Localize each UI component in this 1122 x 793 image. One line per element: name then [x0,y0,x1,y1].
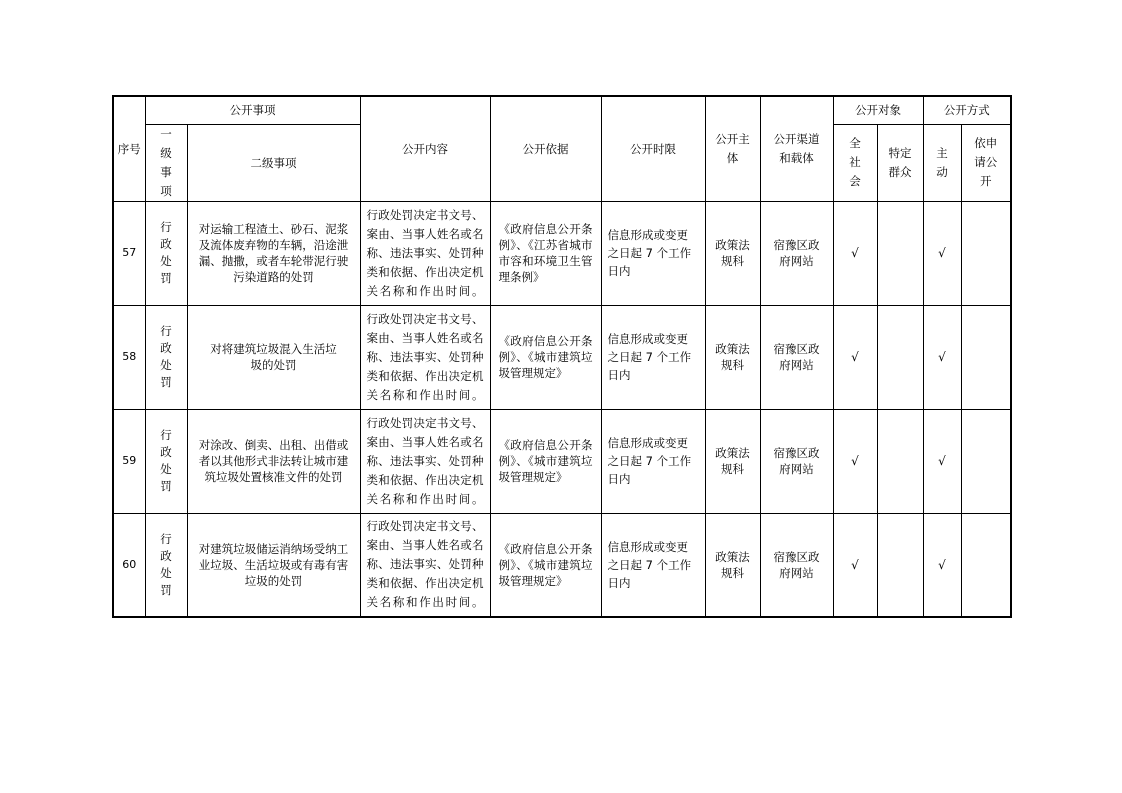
row-basis: 《政府信息公开条例》、《城市建筑垃圾管理规定》 [490,305,601,409]
header-target-specific: 特定群众 [877,124,923,201]
row-method-request [961,201,1011,305]
row-content: 行政处罚决定书文号、案由、当事人姓名或名称、违法事实、处罚种类和依据、作出决定机关名称和作出时间。 [360,513,490,617]
header-level2: 二级事项 [187,124,360,201]
row-subject: 政策法规科 [705,201,760,305]
table-row [113,305,1011,409]
row-target-all: √ [833,409,877,513]
row-method-active: √ [923,305,961,409]
header-items: 公开事项 [145,96,360,124]
row-channel: 宿豫区政府网站 [760,305,833,409]
header-basis: 公开依据 [490,96,601,201]
row-channel: 宿豫区政府网站 [760,513,833,617]
row-level1: 行政处罚 [145,305,187,409]
row-target-all: √ [833,305,877,409]
row-subject: 政策法规科 [705,409,760,513]
row-level2: 对运输工程渣土、砂石、泥浆及流体废弃物的车辆，沿途泄漏、抛撒，或者车轮带泥行驶污染道路的处罚 [187,201,360,305]
row-target-all: √ [833,513,877,617]
header-channel: 公开渠道和载体 [760,96,833,201]
row-subject: 政策法规科 [705,305,760,409]
row-level1: 行政处罚 [145,201,187,305]
row-method-active: √ [923,201,961,305]
row-content: 行政处罚决定书文号、案由、当事人姓名或名称、违法事实、处罚种类和依据、作出决定机关名称和作出时间。 [360,201,490,305]
header-level1: 一级事项 [145,124,187,201]
row-time-limit: 信息形成或变更之日起 7 个工作日内 [601,201,705,305]
row-channel: 宿豫区政府网站 [760,201,833,305]
row-target-specific [877,201,923,305]
row-method-request [961,513,1011,617]
header-target-all: 全社会 [833,124,877,201]
row-method-request [961,305,1011,409]
row-seq: 58 [113,305,145,409]
row-channel: 宿豫区政府网站 [760,409,833,513]
row-target-all: √ [833,201,877,305]
table-row [113,201,1011,305]
row-seq: 57 [113,201,145,305]
header-method-request: 依申请公开 [961,124,1011,201]
row-subject: 政策法规科 [705,513,760,617]
row-method-active: √ [923,513,961,617]
row-level2: 对建筑垃圾储运消纳场受纳工业垃圾、生活垃圾或有毒有害垃圾的处罚 [187,513,360,617]
row-basis: 《政府信息公开条例》、《江苏省城市市容和环境卫生管理条例》 [490,201,601,305]
disclosure-table [112,95,1012,618]
header-target: 公开对象 [833,96,923,124]
row-time-limit: 信息形成或变更之日起 7 个工作日内 [601,305,705,409]
row-target-specific [877,305,923,409]
table-row [113,409,1011,513]
row-method-active: √ [923,409,961,513]
header-method: 公开方式 [923,96,1011,124]
row-content: 行政处罚决定书文号、案由、当事人姓名或名称、违法事实、处罚种类和依据、作出决定机关名称和作出时间。 [360,305,490,409]
header-seq: 序号 [113,96,145,201]
row-time-limit: 信息形成或变更之日起 7 个工作日内 [601,513,705,617]
header-subject: 公开主体 [705,96,760,201]
row-content: 行政处罚决定书文号、案由、当事人姓名或名称、违法事实、处罚种类和依据、作出决定机关名称和作出时间。 [360,409,490,513]
row-seq: 59 [113,409,145,513]
row-method-request [961,409,1011,513]
row-basis: 《政府信息公开条例》、《城市建筑垃圾管理规定》 [490,409,601,513]
header-row-1 [113,96,1011,124]
row-level2: 对涂改、倒卖、出租、出借或者以其他形式非法转让城市建筑垃圾处置核准文件的处罚 [187,409,360,513]
row-level1: 行政处罚 [145,409,187,513]
row-target-specific [877,409,923,513]
table-row [113,513,1011,617]
row-target-specific [877,513,923,617]
header-content: 公开内容 [360,96,490,201]
header-method-active: 主动 [923,124,961,201]
row-level1: 行政处罚 [145,513,187,617]
row-seq: 60 [113,513,145,617]
row-level2: 对将建筑垃圾混入生活垃圾的处罚 [187,305,360,409]
row-basis: 《政府信息公开条例》、《城市建筑垃圾管理规定》 [490,513,601,617]
header-time-limit: 公开时限 [601,96,705,201]
row-time-limit: 信息形成或变更之日起 7 个工作日内 [601,409,705,513]
